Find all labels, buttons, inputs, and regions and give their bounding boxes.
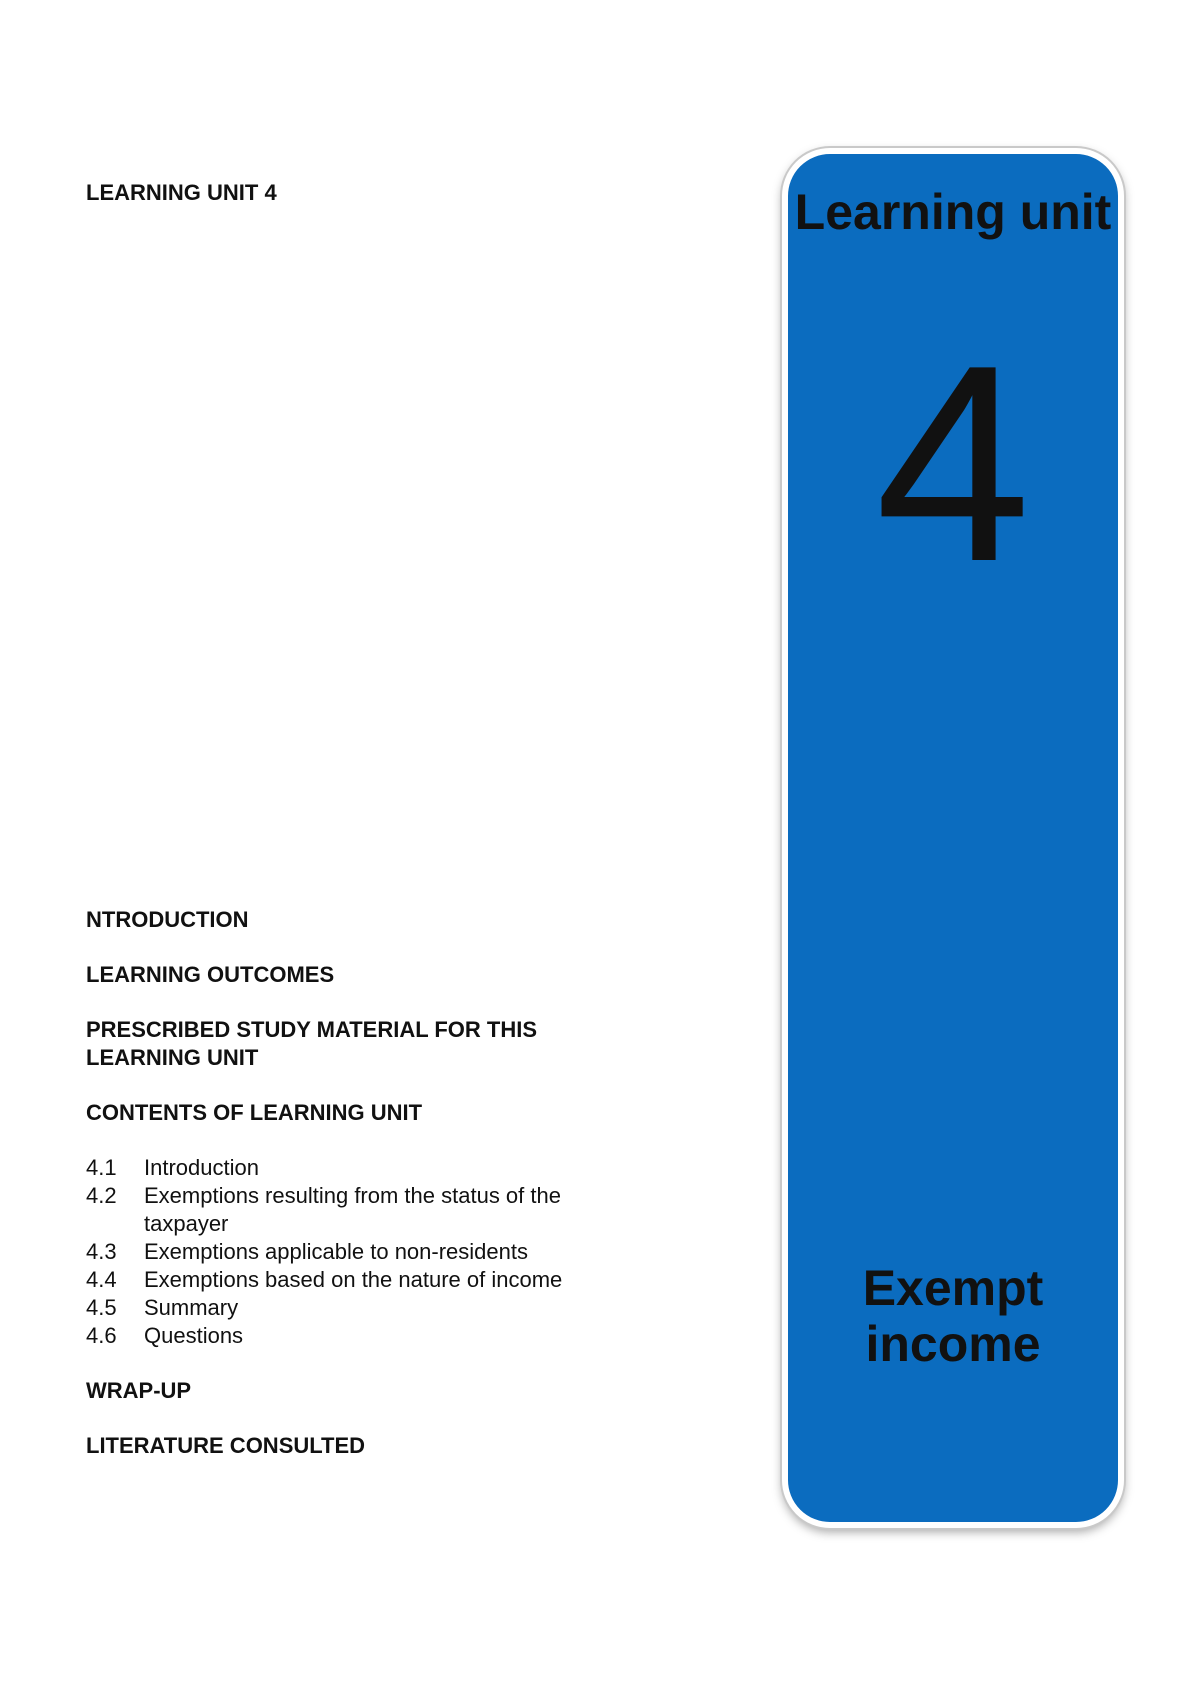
card-title: Learning unit [794, 184, 1112, 240]
card-subtitle: Exempt income [862, 1260, 1044, 1372]
prescribed-material-heading: PRESCRIBED STUDY MATERIAL FOR THIS LEARNING UNIT [86, 1017, 538, 1070]
list-item [86, 1238, 646, 1266]
contents-heading: CONTENTS OF LEARNING UNIT [86, 1100, 423, 1125]
section-number: 4.3 [86, 1239, 117, 1264]
section-title: Introduction [144, 1155, 259, 1180]
unit-number: 4 [875, 308, 1031, 620]
list-item [86, 1294, 646, 1322]
section-number: 4.1 [86, 1155, 117, 1180]
section-title: Exemptions applicable to non-residents [144, 1239, 529, 1264]
list-item [86, 1182, 646, 1238]
section-title: Exemptions based on the nature of income [144, 1267, 563, 1292]
unit-outline [86, 906, 646, 1487]
introduction-heading: NTRODUCTION [86, 907, 249, 932]
section-number: 4.5 [86, 1295, 117, 1320]
unit-card [782, 148, 1124, 1528]
contents-list [86, 1154, 646, 1350]
section-title: Questions [144, 1323, 244, 1348]
section-number: 4.6 [86, 1323, 117, 1348]
section-title: Summary [144, 1295, 239, 1320]
section-title: Exemptions resulting from the status of the taxpayer [144, 1183, 561, 1236]
section-number: 4.2 [86, 1183, 117, 1208]
list-item [86, 1154, 646, 1182]
wrap-up-heading: WRAP-UP [86, 1378, 192, 1403]
list-item [86, 1266, 646, 1294]
literature-heading: LITERATURE CONSULTED [86, 1433, 366, 1458]
learning-outcomes-heading: LEARNING OUTCOMES [86, 962, 335, 987]
section-number: 4.4 [86, 1267, 117, 1292]
page-header: LEARNING UNIT 4 [86, 180, 277, 205]
list-item [86, 1322, 646, 1350]
